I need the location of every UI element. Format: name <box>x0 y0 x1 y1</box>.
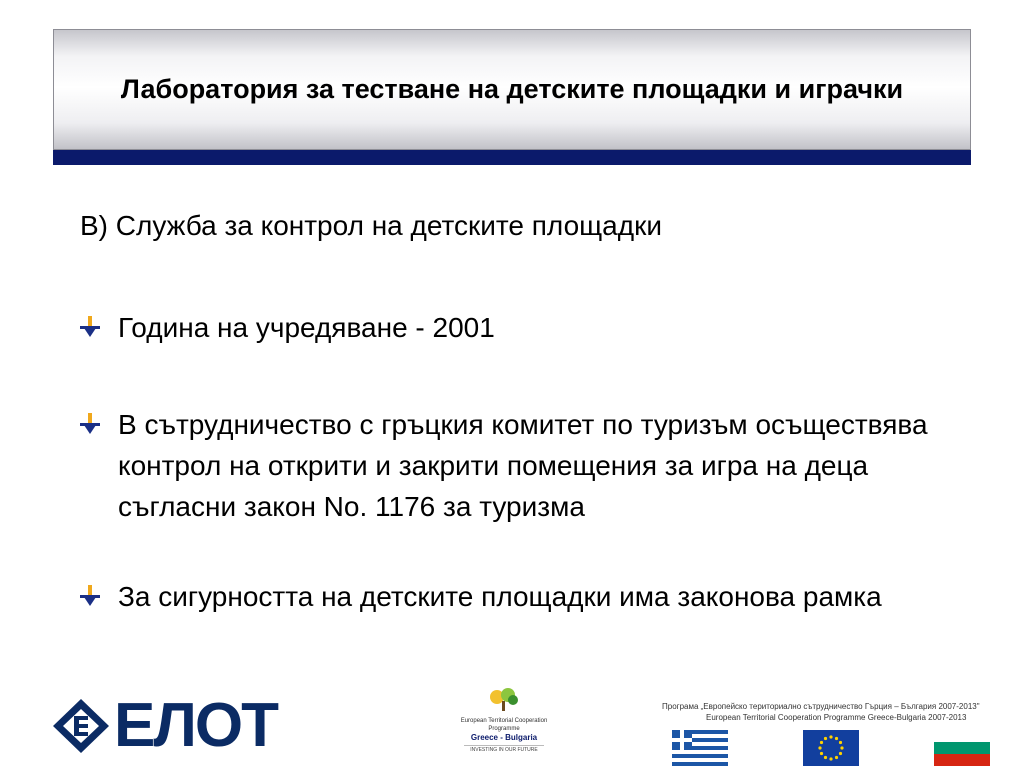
arrow-down-bullet-icon <box>80 413 102 435</box>
elot-emblem-icon <box>52 698 110 754</box>
tree-emblem-icon <box>486 688 522 712</box>
elot-logo-text: ЕЛОТ <box>114 691 277 760</box>
bullet-text: За сигурността на детските площадки има законова рамка <box>118 581 882 612</box>
programme-line-2: European Territorial Cooperation Programme Greece-Bulgaria 2007-2013 <box>706 713 967 722</box>
bullet-text: В сътрудничество с гръцкия комитет по туризъм осъществява контрол на открити и закрити помещения за игра на деца съгласни закон No. 1176 за туризма <box>118 409 928 522</box>
bullet-item <box>80 307 960 348</box>
bullet-item <box>80 404 960 527</box>
programme-line-1: Програма „Европейско териториално сътрудничество Гърция – България 2007-2013" <box>662 702 980 711</box>
bullet-item <box>80 576 960 617</box>
etcp-logo <box>450 688 558 754</box>
eu-flag-icon <box>803 730 859 766</box>
etcp-small-text: European Territorial Cooperation Programme <box>460 718 548 732</box>
greece-flag-icon <box>672 730 728 766</box>
title-box <box>53 29 971 150</box>
title-underline-bar <box>53 150 971 165</box>
bullet-text: Година на учредяване - 2001 <box>118 312 495 343</box>
arrow-down-bullet-icon <box>80 585 102 607</box>
arrow-down-bullet-icon <box>80 316 102 338</box>
programme-text <box>662 701 1002 723</box>
page-title: Лаборатория за тестване на детските площадки и играчки <box>120 74 904 104</box>
etcp-tagline: INVESTING IN OUR FUTURE <box>464 745 544 754</box>
etcp-main-text: Greece - Bulgaria <box>470 733 538 742</box>
section-subtitle: В) Служба за контрол на детските площадки <box>80 210 662 241</box>
bulgaria-flag-icon <box>934 730 990 766</box>
elot-logo <box>52 691 277 760</box>
